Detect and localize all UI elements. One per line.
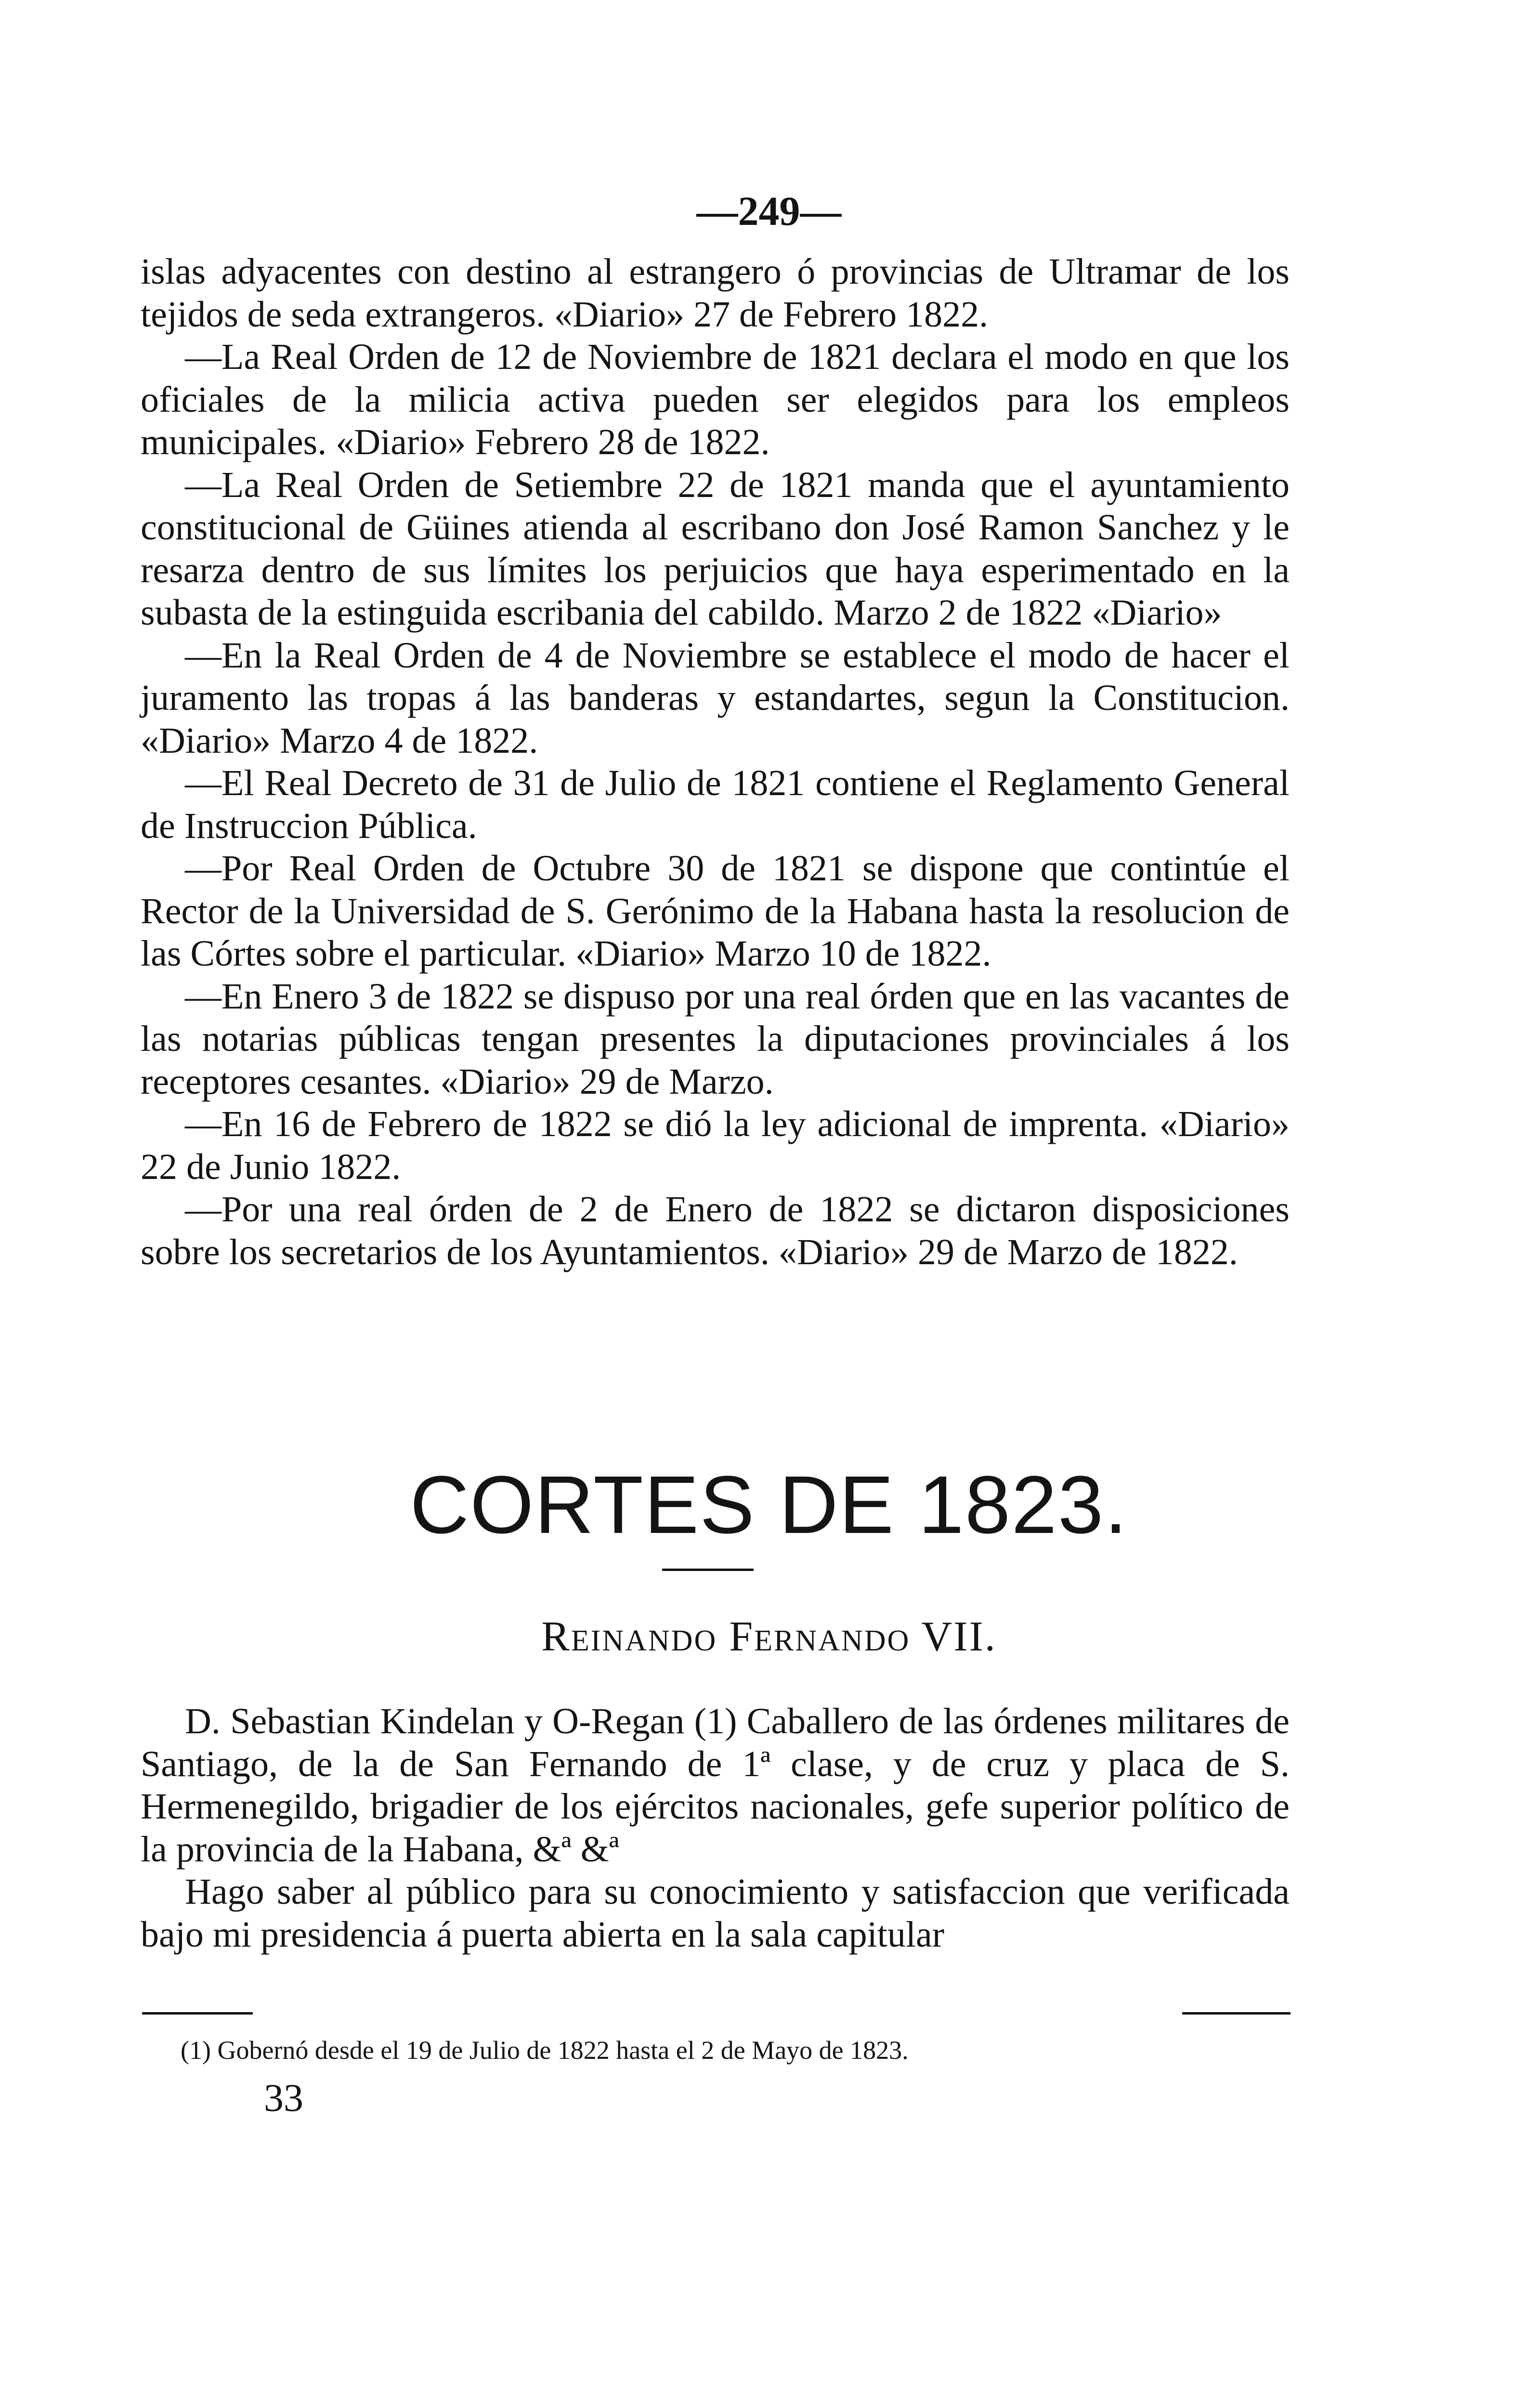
paragraph-notarias-publicas: —En Enero 3 de 1822 se dispuso por una real órden que en las vacantes de las notarias públicas tengan presentes la diputaciones provinciales á los receptores cesantes. «Diario» 29 de Marzo. [141, 976, 1290, 1102]
section-title: CORTES DE 1823. [410, 1459, 1128, 1551]
paragraph-ley-imprenta: —En 16 de Febrero de 1822 se dió la ley adicional de imprenta. «Diario» 22 de Junio 1822. [141, 1104, 1290, 1187]
paragraph-juramento-tropas: —En la Real Orden de 4 de Noviembre se establece el modo de hacer el juramento las tropas á las banderas y estandartes, segun la Constitucion. «Diario» Marzo 4 de 1822. [141, 635, 1290, 761]
paragraph-real-orden-milicia: —La Real Orden de 12 de Noviembre de 1821 declara el modo en que los oficiales de la milicia activa pueden ser elegidos para los empleos municipales. «Diario» Febrero 28 de 1822. [141, 337, 1290, 462]
body-text-top [141, 250, 1290, 1273]
footnote: (1) Gobernó desde el 19 de Julio de 1822 hasta el 2 de Mayo de 1823. [181, 2036, 909, 2065]
printer-signature-mark: 33 [264, 2076, 303, 2120]
paragraph-secretarios-ayuntamientos: —Por una real órden de 2 de Enero de 1822 se dictaron disposiciones sobre los secretarios de los Ayuntamientos. «Diario» 29 de Marzo de 1822. [141, 1189, 1290, 1272]
section-subtitle: Reinando Fernando VII. [541, 1613, 997, 1660]
footnote-divider-right [1182, 2012, 1290, 2015]
body-text-bottom [141, 1700, 1290, 1956]
paragraph-rector-universidad: —Por Real Orden de Octubre 30 de 1821 se dispone que contintúe el Rector de la Universidad de S. Gerónimo de la Habana hasta la resolucion de las Córtes sobre el particular. «Diario» Marzo 10 de 1822. [141, 848, 1290, 974]
paragraph-continuation: islas adyacentes con destino al estrangero ó provincias de Ultramar de los tejidos de seda extrangeros. «Diario» 27 de Febrero 1822. [141, 251, 1290, 335]
footnote-divider-left [142, 2012, 253, 2015]
title-divider [662, 1569, 754, 1571]
paragraph-real-orden-guines: —La Real Orden de Setiembre 22 de 1821 manda que el ayuntamiento constitucional de Güines atienda al escribano don José Ramon Sanchez y le resarza dentro de sus límites los perjuicios que haya esperimentado en la subasta de la estinguida escribania del cabildo. Marzo 2 de 1822 «Diario» [141, 464, 1290, 633]
paragraph-hago-saber: Hago saber al público para su conocimiento y satisfaccion que verificada bajo mi presidencia á puerta abierta en la sala capitular [141, 1871, 1290, 1955]
page-number: —249— [696, 188, 842, 234]
paragraph-kindelan: D. Sebastian Kindelan y O-Regan (1) Caballero de las órdenes militares de Santiago, de la de San Fernando de 1ª clase, y de cruz y placa de S. Hermenegildo, brigadier de los ejércitos nacionales, gefe superior político de la provincia de la Habana, &ª &ª [141, 1701, 1290, 1870]
paragraph-reglamento-instruccion: —El Real Decreto de 31 de Julio de 1821 contiene el Reglamento General de Instruccion Pública. [141, 763, 1290, 846]
